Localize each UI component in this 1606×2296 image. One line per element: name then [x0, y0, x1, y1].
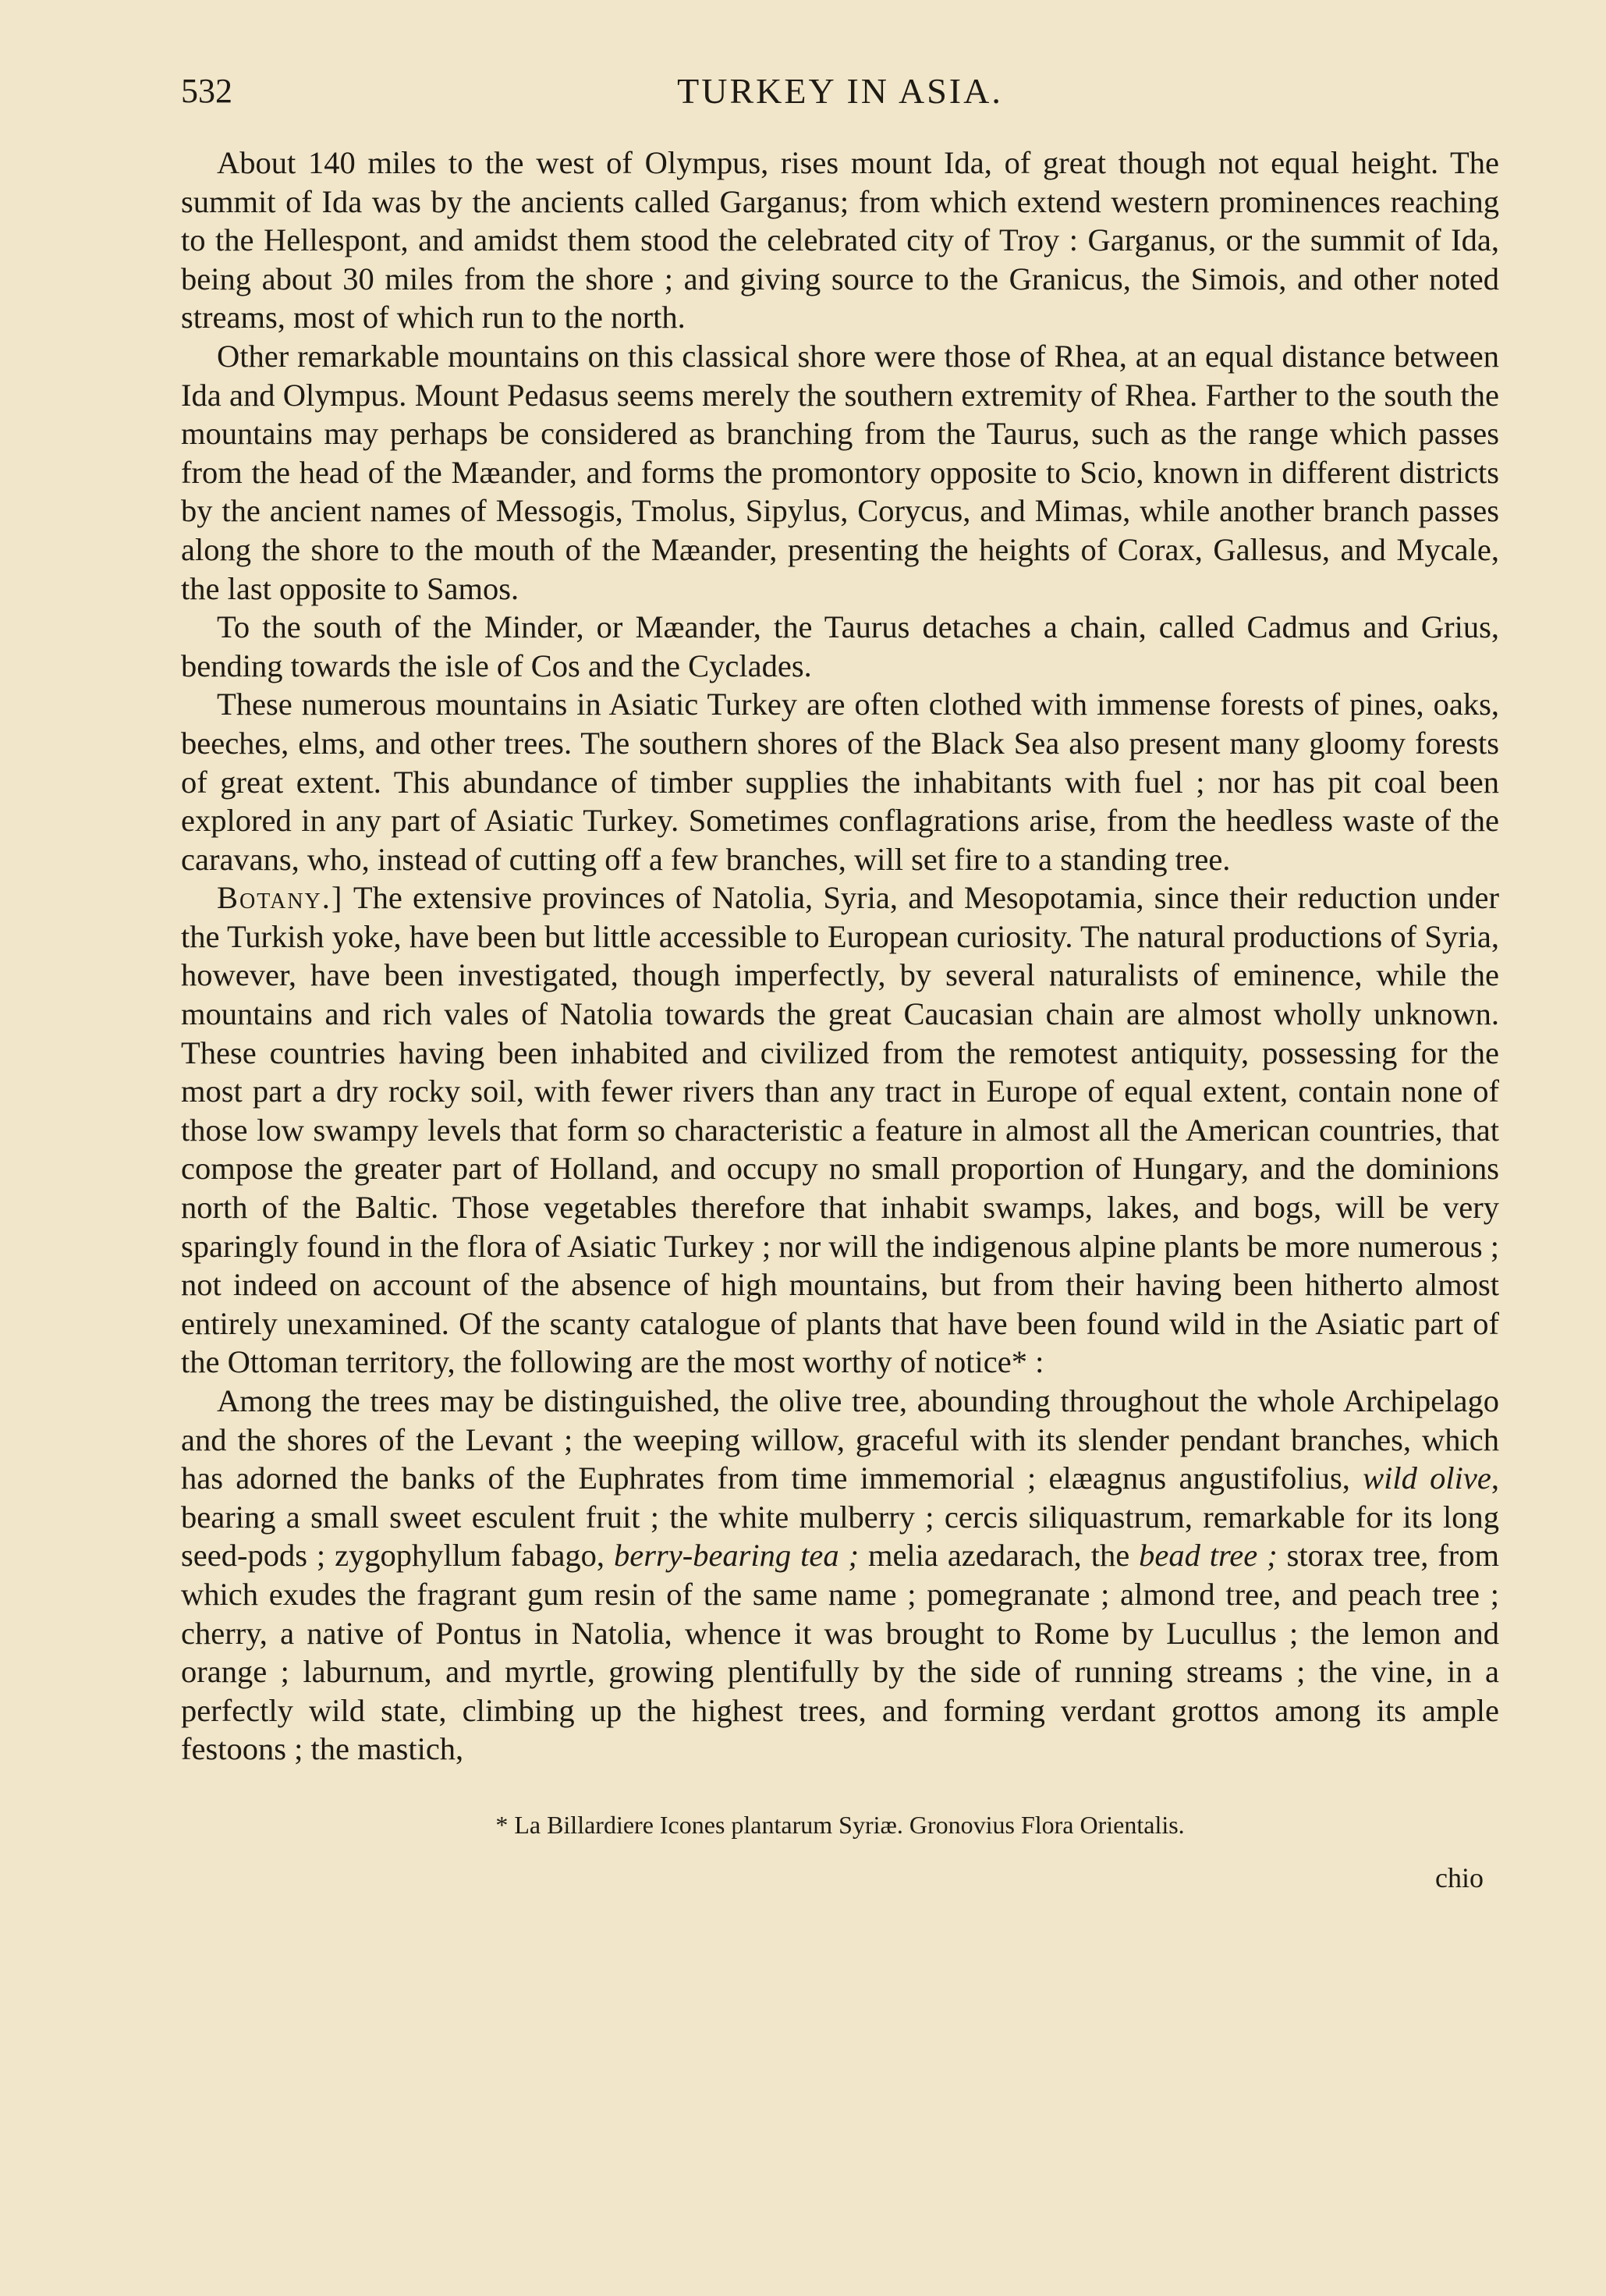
trees-text-4: storax tree, from which exudes the fragrant gum resin of the same name ; pomegranate ; almond tree, and peach tree ; cherry, a native of Pontus in Natolia, whence it was brought to Rome by Lucullus ; the lemon and orange ; laburnum, and myrtle, growing plentifully by the side of running streams ; the vine, in a perfectly wild state, climbing up the highest trees, and forming verdant grottos among its ample festoons ; the mastich,: [181, 1538, 1499, 1767]
trees-italic-bead-tree: bead tree ;: [1139, 1538, 1278, 1574]
footnote: * La Billardiere Icones plantarum Syriæ. Gronovius Flora Orientalis.: [495, 1810, 1185, 1839]
trees-text-2: , bearing a small sweet esculent fruit ; the white mulberry ; cercis siliquastrum, remarkable for its long seed-pods ; zygophyllum fabago,: [181, 1460, 1499, 1574]
book-page: [181, 72, 1499, 1895]
paragraph-trees: [181, 1382, 1499, 1769]
botany-text: The extensive provinces of Natolia, Syria, and Mesopotamia, since their reduction under the Turkish yoke, have been but little accessible to European curiosity. The natural productions of Syria, however, have been investigated, though imperfectly, by several naturalists of eminence, while the mountains and rich vales of Natolia towards the great Caucasian chain are almost wholly unknown. These countries having been inhabited and civilized from the remotest antiquity, possessing for the most part a dry rocky soil, with fewer rivers than any tract in Europe of equal extent, contain none of those low swampy levels that form so characteristic a feature in almost all the American countries, that compose the greater part of Holland, and occupy no small proportion of Hungary, and the dominions north of the Baltic. Those vegetables therefore that inhabit swamps, lakes, and bogs, will be very sparingly found in the flora of Asiatic Turkey ; nor will the indigenous alpine plants be more numerous ; not indeed on account of the absence of high mountains, but from their having been hitherto almost entirely unexamined. Of the scanty catalogue of plants that have been found wild in the Asiatic part of the Ottoman territory, the following are the most worthy of notice* :: [181, 880, 1499, 1380]
trees-italic-wild-olive: wild olive: [1363, 1460, 1491, 1496]
paragraph-rhea: Other remarkable mountains on this classical shore were those of Rhea, at an equal distance between Ida and Olympus. Mount Pedasus seems merely the southern extremity of Rhea. Farther to the south the mountains may perhaps be considered as branching from the Taurus, such as the range which passes from the head of the Mæander, and forms the promontory opposite to Scio, known in different districts by the ancient names of Messogis, Tmolus, Sipylus, Corycus, and Mimas, while another branch passes along the shore to the mouth of the Mæander, presenting the heights of Corax, Gallesus, and Mycale, the last opposite to Samos.: [181, 338, 1499, 606]
trees-italic-berry-bearing-tea: berry-bearing tea ;: [613, 1538, 860, 1574]
body-text: [181, 144, 1499, 1769]
catchword: chio: [1435, 1861, 1484, 1893]
page-header: [181, 72, 1499, 120]
trees-text-1: Among the trees may be distinguished, the olive tree, abounding throughout the whole Archipelago and the shores of the Levant ; the weeping willow, graceful with its slender pendant branches, which has adorned the banks of the Euphrates from time immemorial ; elæagnus angustifolius,: [181, 1383, 1499, 1496]
page-number: 532: [181, 72, 232, 110]
paragraph-forests: These numerous mountains in Asiatic Turkey are often clothed with immense forests of pines, oaks, beeches, elms, and other trees. The southern shores of the Black Sea also present many gloomy forests of great extent. This abundance of timber supplies the inhabitants with fuel ; nor has pit coal been explored in any part of Asiatic Turkey. Sometimes conflagrations arise, from the heedless waste of the caravans, who, instead of cutting off a few branches, will set fire to a standing tree.: [181, 687, 1499, 877]
paragraph-ida: About 140 miles to the west of Olympus, rises mount Ida, of great though not equal height. The summit of Ida was by the ancients called Garganus; from which extend western prominences reaching to the Hellespont, and amidst them stood the celebrated city of Troy : Garganus, or the summit of Ida, being about 30 miles from the shore ; and giving source to the Granicus, the Simois, and other noted streams, most of which run to the north.: [181, 145, 1499, 335]
running-title: TURKEY IN ASIA.: [677, 71, 1003, 111]
trees-text-3: melia azedarach, the: [859, 1538, 1140, 1574]
botany-heading: Botany.]: [217, 880, 344, 916]
paragraph-botany: [181, 878, 1499, 1382]
paragraph-cadmus: To the south of the Minder, or Mæander, the Taurus detaches a chain, called Cadmus and Grius, bending towards the isle of Cos and the Cyclades.: [181, 609, 1499, 683]
